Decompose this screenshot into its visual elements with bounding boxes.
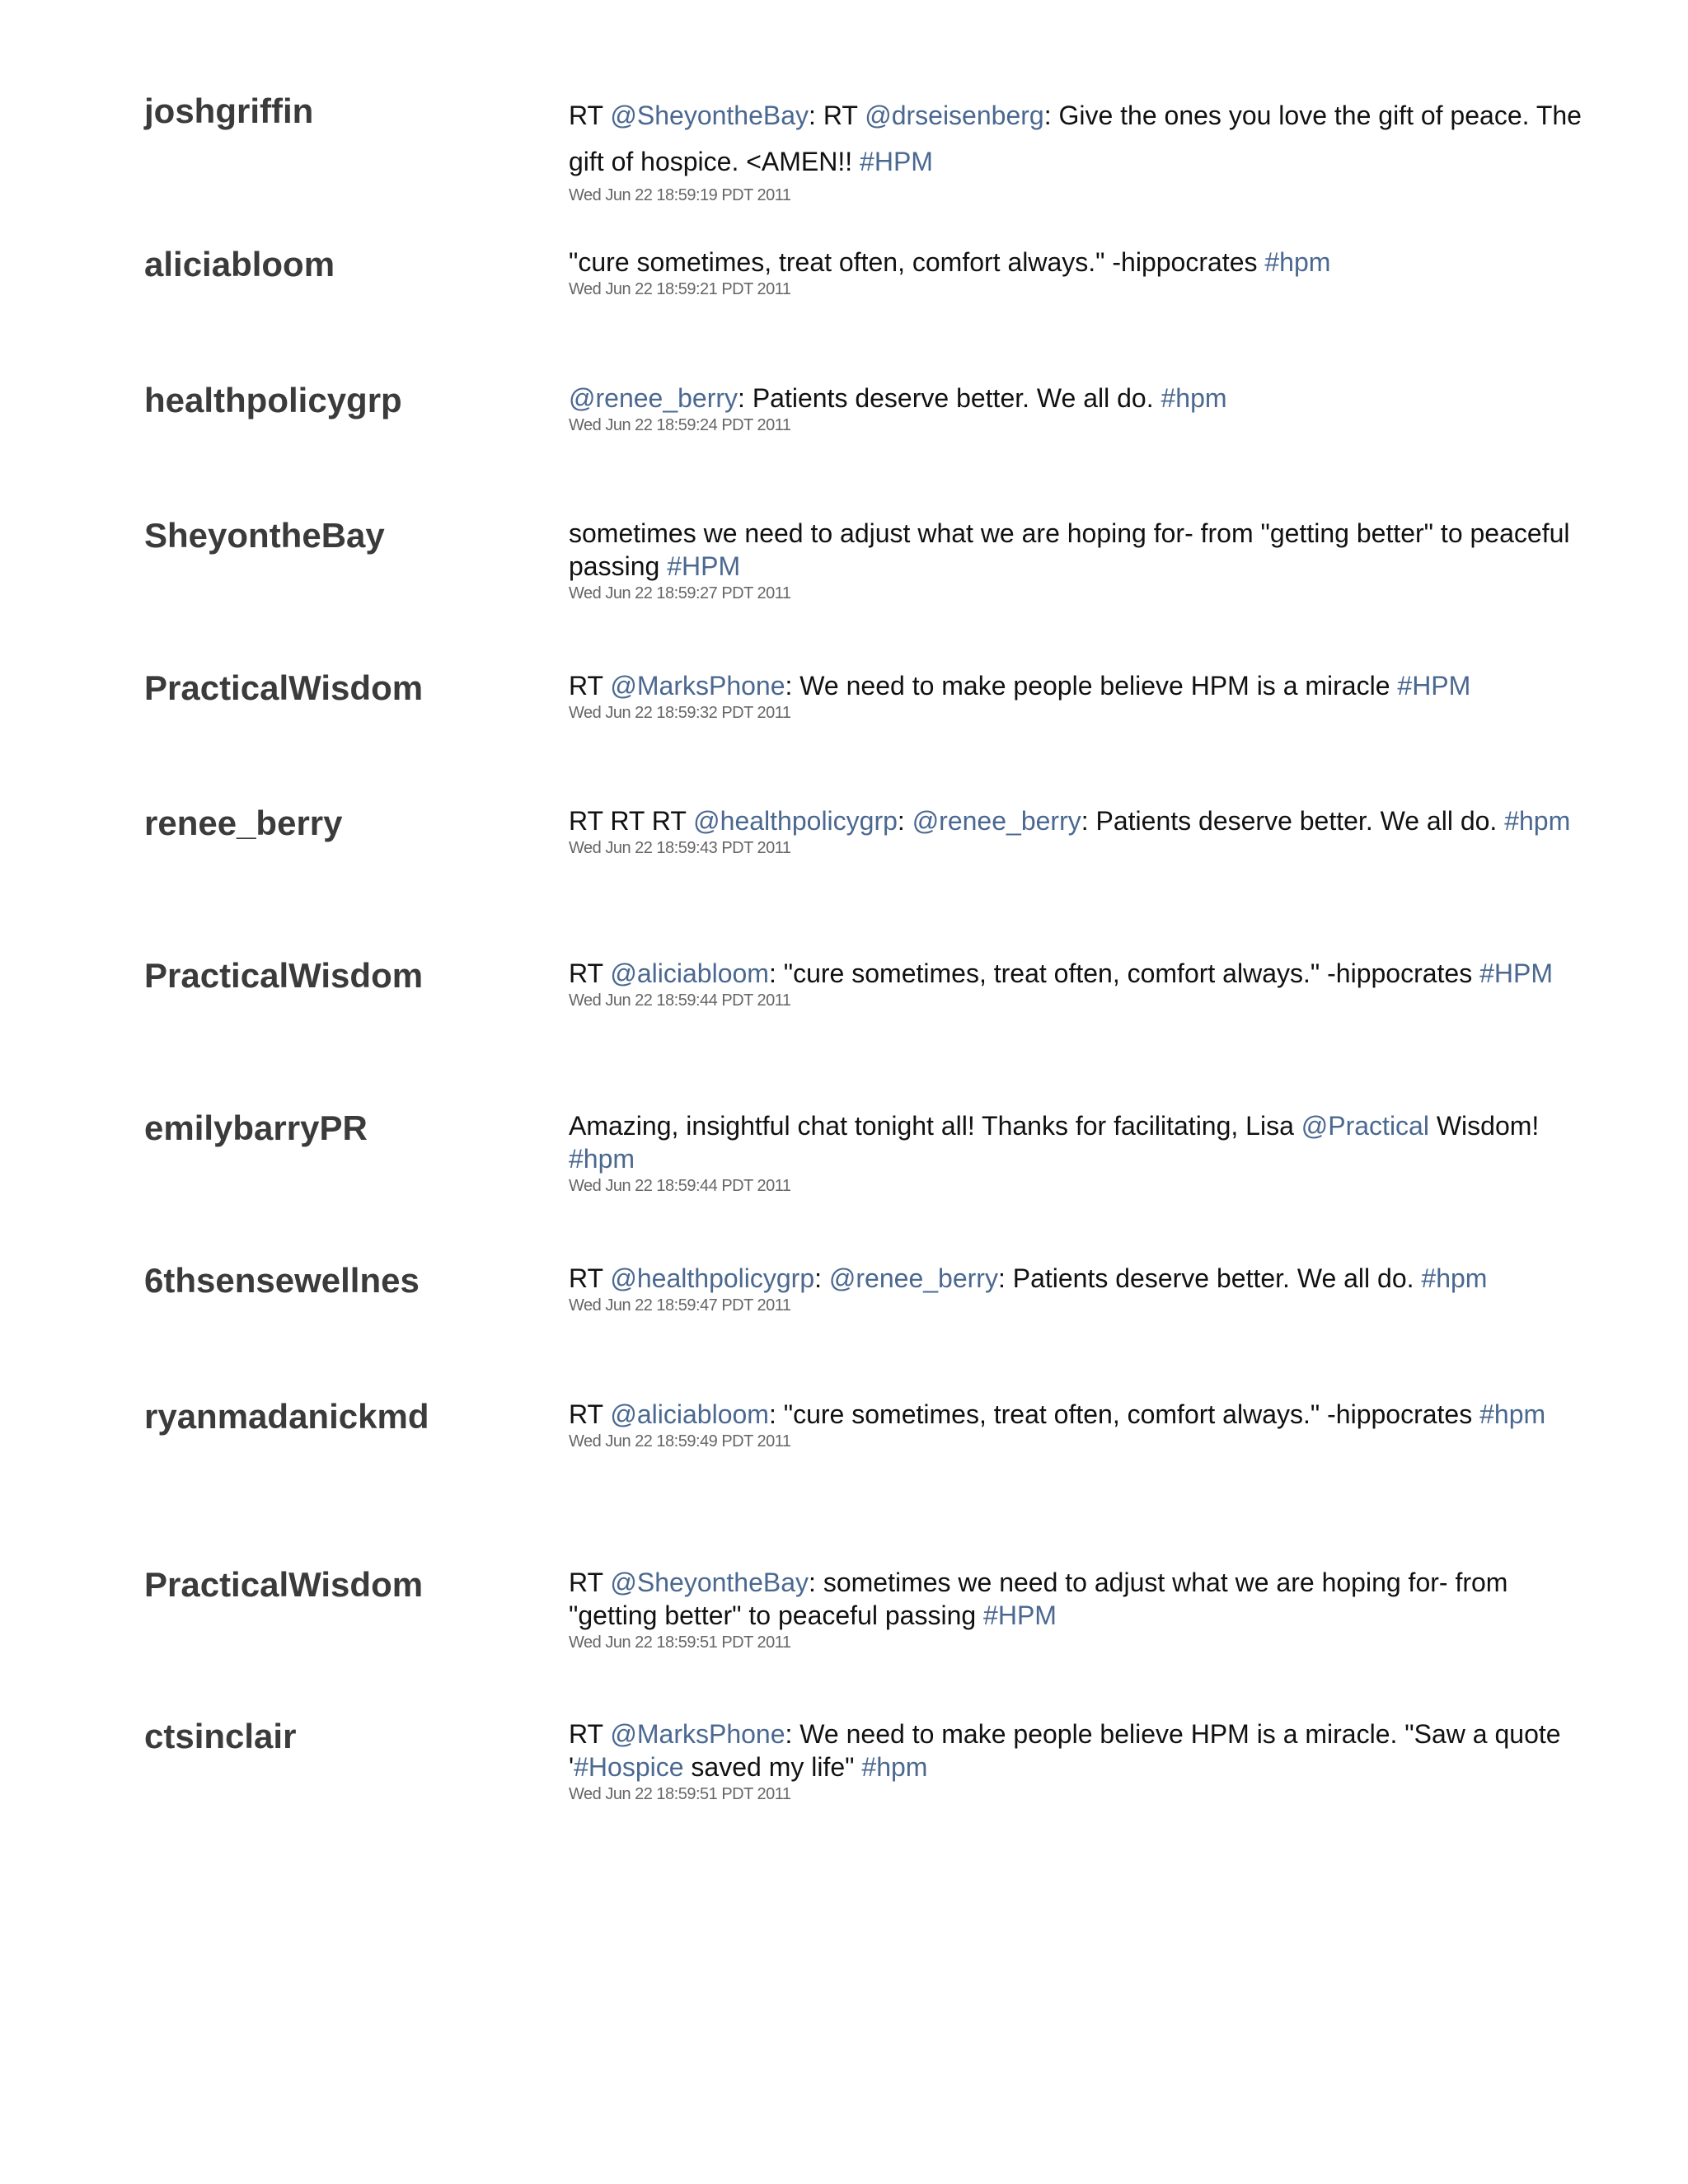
tweet-timestamp: Wed Jun 22 18:59:24 PDT 2011 [569, 416, 791, 434]
hashtag-link[interactable]: #Hospice [574, 1752, 684, 1782]
tweet-text [569, 1109, 1591, 1175]
tweet-timestamp: Wed Jun 22 18:59:51 PDT 2011 [569, 1785, 791, 1803]
hashtag-link[interactable]: #HPM [860, 147, 933, 176]
tweet-text-segment: : Patients deserve better. We all do. [997, 1263, 1422, 1293]
tweet-text-segment: : We need to make people believe HPM is a miracle [785, 671, 1398, 701]
tweet-text-segment: RT [569, 958, 611, 988]
hashtag-link[interactable]: #HPM [1397, 671, 1471, 701]
tweet-text-segment: : [814, 1263, 829, 1293]
tweet-body [569, 517, 1591, 604]
mention-link[interactable]: @MarksPhone [610, 1719, 785, 1749]
tweet-text-segment: : We need to make people believe HPM is a miracle. "Saw a quote ' [569, 1719, 1561, 1782]
tweet-timestamp: Wed Jun 22 18:59:32 PDT 2011 [569, 704, 791, 722]
tweet-text-segment: RT [569, 1399, 611, 1429]
tweet-username[interactable]: 6thsensewellnes [144, 1261, 420, 1300]
mention-link[interactable]: @drseisenberg [865, 101, 1044, 130]
tweet-body [569, 246, 1591, 300]
tweet-body [569, 804, 1591, 859]
mention-link[interactable]: @SheyontheBay [610, 1568, 809, 1597]
tweet-timestamp: Wed Jun 22 18:59:51 PDT 2011 [569, 1633, 791, 1652]
tweet-username[interactable]: PracticalWisdom [144, 956, 424, 995]
tweet-username[interactable]: PracticalWisdom [144, 668, 424, 707]
tweet-text [569, 957, 1591, 990]
tweet-body [569, 1566, 1591, 1653]
tweet-text-segment: Amazing, insightful chat tonight all! Thanks for facilitating, Lisa [569, 1111, 1301, 1141]
tweet-text-segment: : [897, 806, 912, 836]
tweet-username[interactable]: PracticalWisdom [144, 1565, 424, 1604]
tweet-username[interactable]: renee_berry [144, 804, 343, 842]
tweet-text [569, 669, 1591, 702]
mention-link[interactable]: @healthpolicygrp [610, 1263, 815, 1293]
tweet-body [569, 1262, 1591, 1316]
mention-link[interactable]: @SheyontheBay [610, 101, 809, 130]
tweet-text-segment: : Give the ones you love the gift of peace. The gift of hospice. <AMEN!! [569, 101, 1582, 176]
tweet-text-segment: : Patients deserve better. We all do. [738, 383, 1161, 413]
tweet-text [569, 517, 1591, 583]
tweet-text [569, 1262, 1591, 1295]
hashtag-link[interactable]: #hpm [1479, 1399, 1546, 1429]
tweet-timestamp: Wed Jun 22 18:59:49 PDT 2011 [569, 1432, 791, 1451]
mention-link[interactable]: @aliciabloom [610, 958, 769, 988]
tweet-body [569, 957, 1591, 1011]
tweet-text-segment: : "cure sometimes, treat often, comfort always." -hippocrates [768, 1399, 1480, 1429]
mention-link[interactable]: @renee_berry [569, 383, 738, 413]
tweet-text-segment: : "cure sometimes, treat often, comfort always." -hippocrates [768, 958, 1480, 988]
mention-link[interactable]: @MarksPhone [610, 671, 785, 701]
tweet-text-segment: : RT [809, 101, 865, 130]
tweet-text-segment: RT [569, 1568, 611, 1597]
tweet-timestamp: Wed Jun 22 18:59:44 PDT 2011 [569, 991, 791, 1010]
hashtag-link[interactable]: #HPM [1479, 958, 1554, 988]
tweet-text [569, 1566, 1591, 1632]
tweet-text-segment: saved my life" [683, 1752, 862, 1782]
mention-link[interactable]: @Practical [1301, 1111, 1429, 1141]
tweet-text-segment: "cure sometimes, treat often, comfort always." -hippocrates [569, 247, 1265, 277]
tweet-username[interactable]: emilybarryPR [144, 1108, 368, 1147]
tweet-timestamp: Wed Jun 22 18:59:47 PDT 2011 [569, 1296, 791, 1315]
tweet-username[interactable]: ryanmadanickmd [144, 1397, 429, 1436]
tweet-timestamp: Wed Jun 22 18:59:27 PDT 2011 [569, 584, 791, 602]
tweet-username[interactable]: ctsinclair [144, 1717, 297, 1755]
tweet-text [569, 382, 1591, 415]
tweet-username[interactable]: SheyontheBay [144, 516, 385, 555]
hashtag-link[interactable]: #HPM [983, 1601, 1057, 1630]
hashtag-link[interactable]: #hpm [1264, 247, 1331, 277]
hashtag-link[interactable]: #hpm [1160, 383, 1227, 413]
tweet-timestamp: Wed Jun 22 18:59:43 PDT 2011 [569, 839, 791, 857]
hashtag-link[interactable]: #hpm [1504, 806, 1571, 836]
hashtag-link[interactable]: #hpm [569, 1144, 635, 1174]
tweet-username[interactable]: healthpolicygrp [144, 381, 402, 419]
mention-link[interactable]: @renee_berry [828, 1263, 998, 1293]
tweet-text-segment: RT RT RT [569, 806, 694, 836]
tweet-body [569, 92, 1591, 206]
tweet-text-segment: : Patients deserve better. We all do. [1081, 806, 1505, 836]
tweet-body [569, 1109, 1591, 1197]
tweet-username[interactable]: aliciabloom [144, 245, 335, 284]
hashtag-link[interactable]: #hpm [861, 1752, 928, 1782]
hashtag-link[interactable]: #hpm [1421, 1263, 1488, 1293]
tweet-username[interactable]: joshgriffin [144, 91, 314, 130]
tweet-body [569, 669, 1591, 724]
tweet-text-segment: sometimes we need to adjust what we are hoping for- from "getting better" to peaceful passing [569, 518, 1570, 581]
tweet-body [569, 1718, 1591, 1805]
tweet-body [569, 382, 1591, 436]
tweet-timestamp: Wed Jun 22 18:59:19 PDT 2011 [569, 186, 791, 204]
tweet-text [569, 246, 1591, 279]
tweet-text [569, 1718, 1591, 1783]
tweet-body [569, 1398, 1591, 1452]
tweet-text [569, 1398, 1591, 1431]
mention-link[interactable]: @aliciabloom [610, 1399, 769, 1429]
tweet-text-segment: RT [569, 671, 611, 701]
tweet-text-segment: RT [569, 1263, 611, 1293]
tweet-timestamp: Wed Jun 22 18:59:21 PDT 2011 [569, 280, 791, 298]
tweet-text-segment: Wisdom! [1428, 1111, 1540, 1141]
tweet-timestamp: Wed Jun 22 18:59:44 PDT 2011 [569, 1177, 791, 1195]
tweet-text-segment: : sometimes we need to adjust what we are hoping for- from "getting better" to peaceful passing [569, 1568, 1508, 1630]
tweet-text [569, 92, 1591, 185]
mention-link[interactable]: @healthpolicygrp [693, 806, 898, 836]
mention-link[interactable]: @renee_berry [912, 806, 1081, 836]
tweet-text [569, 804, 1591, 837]
hashtag-link[interactable]: #HPM [667, 551, 741, 581]
tweet-text-segment: RT [569, 1719, 611, 1749]
tweet-text-segment: RT [569, 101, 611, 130]
